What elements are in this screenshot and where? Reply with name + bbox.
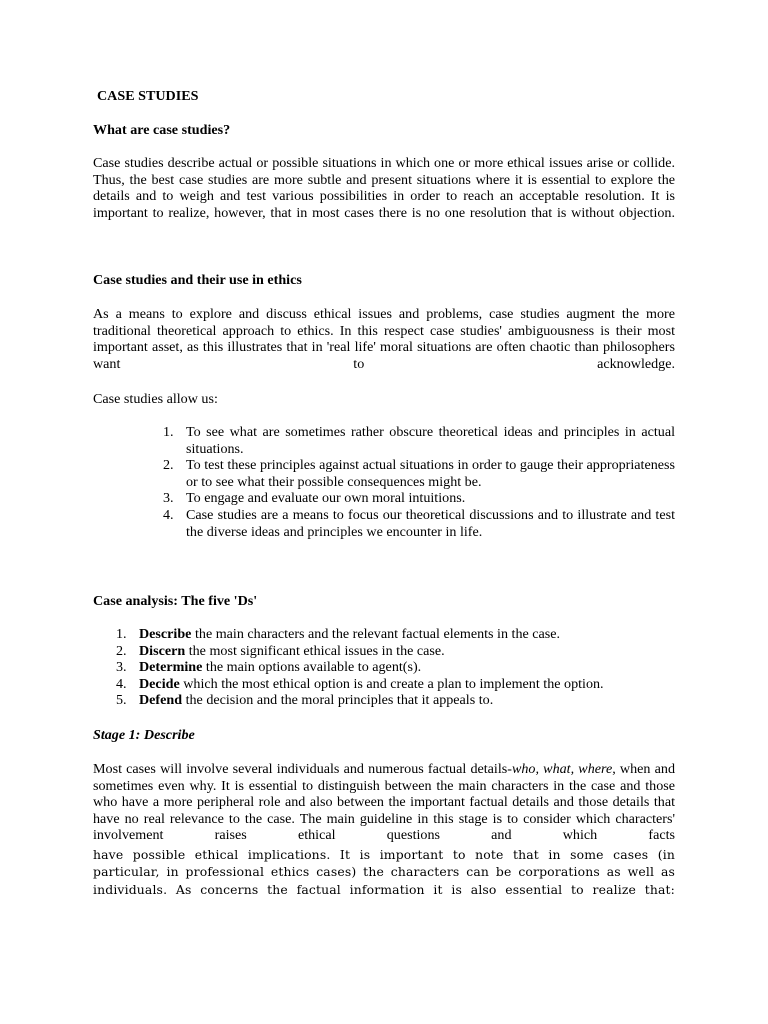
list-number: 2.: [163, 457, 174, 474]
list-item-text: the most significant ethical issues in the case.: [185, 642, 445, 659]
paragraph-stage-1-continued: have possible ethical implications. It is important to note that in some cases (in particular, in professional ethics cases) the characters can be corporations as well as individuals. As concerns the factual information it is also essential to realize that:: [93, 847, 675, 897]
list-item: [163, 457, 675, 490]
d-term: Describe: [139, 626, 192, 642]
list-item: [163, 490, 675, 507]
section-heading-five-ds: Case analysis: The five 'Ds': [93, 593, 258, 609]
list-number: 2.: [116, 642, 127, 659]
section-heading-use-in-ethics: Case studies and their use in ethics: [93, 272, 302, 288]
list-item-text: the decision and the moral principles that it appeals to.: [182, 692, 494, 709]
list-item: [163, 424, 675, 457]
list-item: [116, 659, 679, 676]
list-item: [116, 626, 679, 643]
stage-1-italic-terms: who, what, where: [511, 761, 613, 777]
list-number: 1.: [116, 626, 127, 642]
paragraph-case-studies-definition: Case studies describe actual or possible situations in which one or more ethical issues arise or collide. Thus, the best case studies are more subtle and present situations where it is essential to explore the details and to weigh and test various possibilities in order to reach an acceptable resolution. It is important to realize, however, that in most cases there is no one resolution that is without objection.: [93, 155, 675, 221]
list-item: [116, 692, 679, 709]
list-number: 4.: [163, 506, 174, 523]
list-item: [116, 642, 679, 660]
list-number: 1.: [163, 424, 174, 440]
list-number: 4.: [116, 675, 127, 692]
list-number: 3.: [163, 490, 174, 507]
allow-us-intro: Case studies allow us:: [93, 391, 218, 407]
list-item-text: which the most ethical option is and create a plan to implement the option.: [179, 675, 604, 692]
stage-1-text-a: Most cases will involve several individuals and numerous factual details-: [93, 761, 512, 777]
document-title: CASE STUDIES: [97, 88, 199, 104]
d-term: Determine: [139, 659, 203, 676]
d-term: Defend: [139, 692, 183, 709]
paragraph-use-in-ethics: As a means to explore and discuss ethical issues and problems, case studies augment the more traditional theoretical approach to ethics. In this respect case studies' ambiguousness is their most important asset, as this illustrates that in 'real life' moral situations are often chaotic than philosophers want to acknowledge.: [93, 306, 675, 372]
list-item-text: To see what are sometimes rather obscure theoretical ideas and principles in actual situations.: [186, 424, 675, 457]
list-number: 3.: [116, 659, 127, 676]
list-item-text: the main options available to agent(s).: [202, 659, 422, 676]
d-term: Discern: [139, 642, 186, 659]
list-item: [116, 675, 679, 693]
list-item-text: To engage and evaluate our own moral intuitions.: [186, 490, 466, 507]
stage-1-text-b: , when and sometimes even why. It is essential to distinguish between the main characters in the case and those who have a more peripheral role and also between the important factual details and those details that have no real relevance to the case. The main guideline in this stage is to consider which characters' involvement raises ethical questions and which facts: [93, 761, 676, 844]
list-item-text: the main characters and the relevant factual elements in the case.: [191, 626, 561, 642]
five-ds-list: [116, 626, 679, 709]
section-heading-what-are-case-studies: What are case studies?: [93, 122, 231, 138]
list-item: [163, 506, 675, 540]
d-term: Decide: [139, 675, 180, 692]
stage-1-heading: Stage 1: Describe: [93, 727, 195, 743]
list-number: 5.: [116, 692, 127, 709]
case-studies-benefits-list: [163, 424, 675, 540]
list-item-text: Case studies are a means to focus our theoretical discussions and to illustrate and test the diverse ideas and principles we encounter in life.: [186, 506, 675, 540]
list-item-text: To test these principles against actual situations in order to gauge their appropriateness or to see what their possible consequences might be.: [186, 457, 675, 490]
